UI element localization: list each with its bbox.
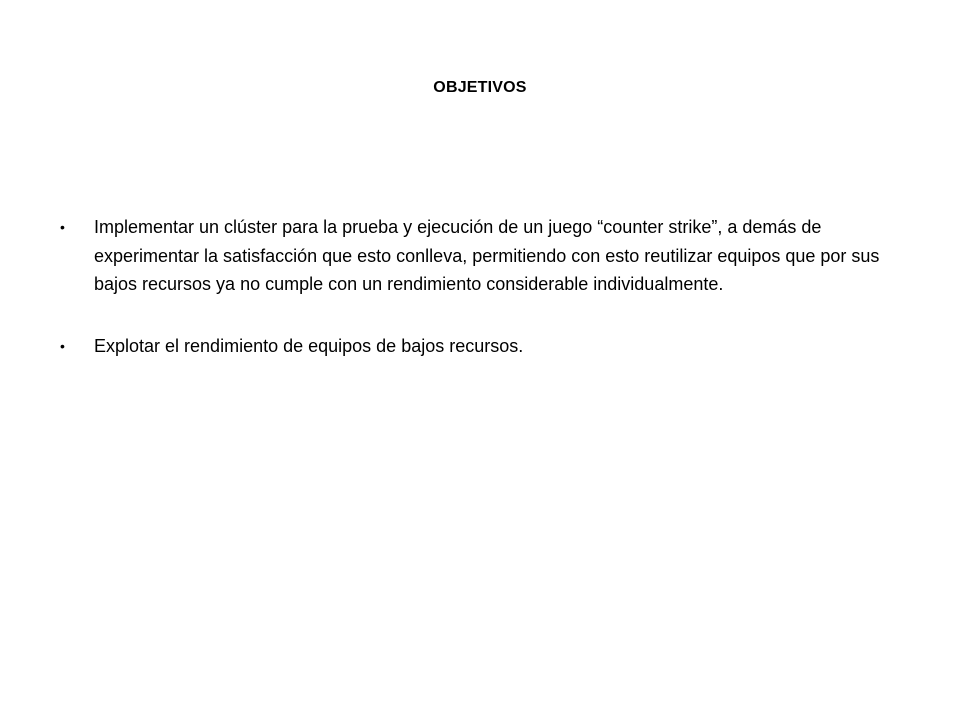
slide-title: OBJETIVOS (433, 79, 527, 96)
bullet-list (60, 213, 900, 393)
bullet-icon: • (60, 219, 65, 235)
bullet-text: Explotar el rendimiento de equipos de bajos recursos. (94, 335, 524, 356)
bullet-item (60, 213, 900, 299)
bullet-text: Implementar un clúster para la prueba y ejecución de un juego “counter strike”, a demás de experimentar la satisfacción que esto conlleva, permitiendo con esto reutilizar equipos que por sus bajos recursos ya no cumple con un rendimiento considerable individualmente. (94, 217, 880, 294)
bullet-icon: • (60, 337, 65, 354)
bullet-item (60, 332, 900, 361)
